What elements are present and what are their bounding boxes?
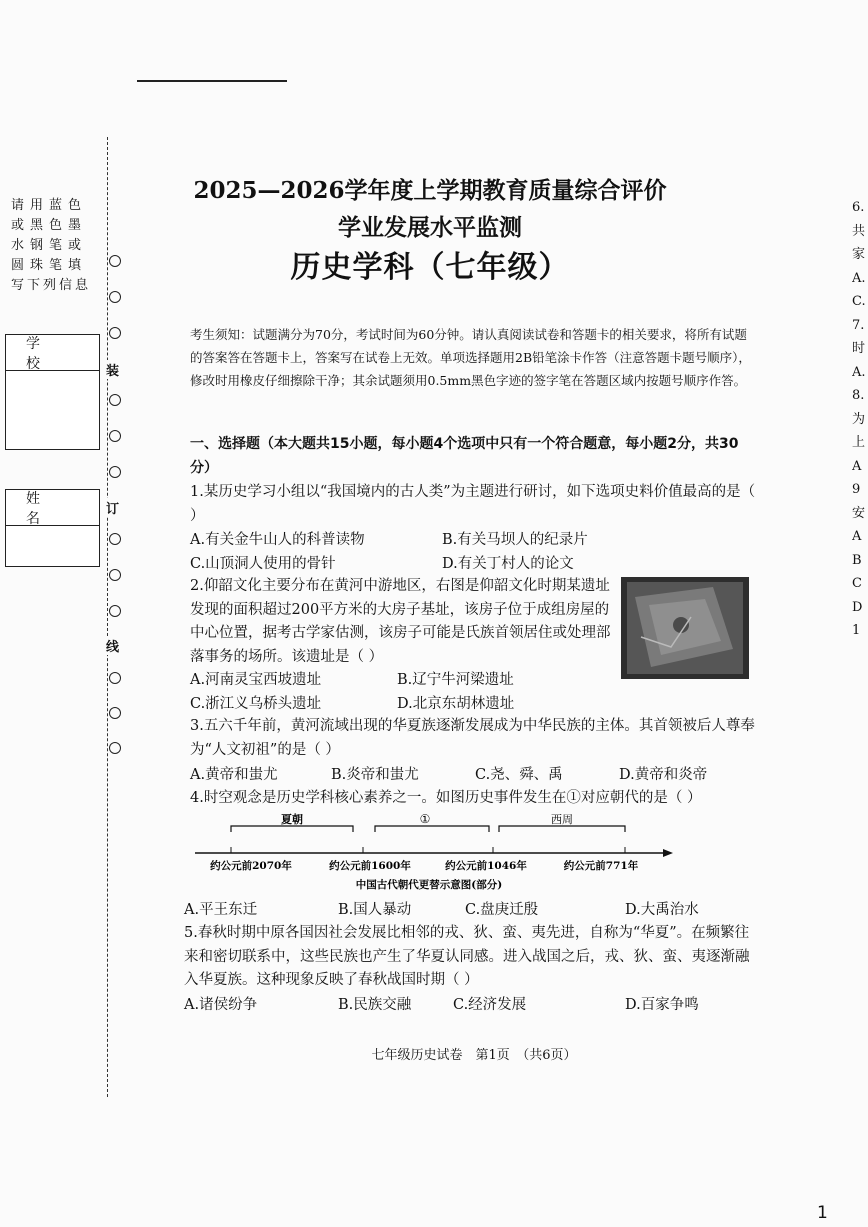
question-options	[190, 763, 707, 784]
name-field[interactable]	[6, 526, 99, 566]
timeline-label: 夏朝	[281, 813, 303, 826]
timeline-date: 约公元前2070年	[210, 860, 292, 872]
option[interactable]: C.山顶洞人使用的骨针	[190, 556, 336, 572]
page-footer: 七年级历史试卷 第1页 （共6页）	[371, 1048, 577, 1063]
name-label: 姓名	[6, 490, 99, 526]
next-page-edge: 6. 共 家 A. C. 7. 时 A. 8. 为 上 A 9 安 A B C D 1	[852, 200, 866, 638]
binding-circle	[109, 742, 121, 754]
timeline-label: 西周	[551, 813, 573, 826]
binding-circle	[109, 533, 121, 545]
option[interactable]: C.经济发展	[453, 997, 527, 1013]
question-options	[190, 528, 588, 549]
school-label: 学校	[6, 335, 99, 371]
binding-circle	[109, 605, 121, 617]
binding-circle	[109, 327, 121, 339]
timeline-date: 约公元前1046年	[445, 860, 527, 872]
binding-char: 装	[106, 360, 119, 379]
question-options	[190, 692, 514, 713]
option[interactable]: D.有关丁村人的论文	[442, 556, 574, 572]
option[interactable]: C.尧、舜、禹	[475, 767, 563, 783]
question-stem: 2.仰韶文化主要分布在黄河中游地区，右图是仰韶文化时期某遗址发现的面积超过200平方米的大房子基址，该房子位于成组房屋的中心位置，据考古学家估测，该房子可能是氏族首领居住或处理部落事务的场所。该遗址是（ ）	[190, 578, 611, 665]
school-box	[5, 334, 100, 450]
option[interactable]: A.有关金牛山人的科普读物	[190, 532, 365, 548]
question-options	[184, 898, 699, 919]
binding-circle	[109, 255, 121, 267]
dynasty-timeline	[193, 812, 673, 892]
binding-circle	[109, 394, 121, 406]
exam-notes: 考生须知：试题满分为70分，考试时间为60分钟。请认真阅读试卷和答题卡的相关要求，将所有试题的答案答在答题卡上，答案写在试卷上无效。单项选择题用2B铅笔涂卡作答（注意答题卡题号顺序），修改时用橡皮仔细擦除干净；其余试题须用0.5mm黑色字迹的签字笔在答题区域内按题号顺序作答。	[190, 327, 751, 388]
exam-title: 2025—2026学年度上学期教育质量综合评价	[193, 177, 667, 204]
subject-title: 历史学科（七年级）	[290, 250, 570, 285]
timeline-caption: 中国古代朝代更替示意图(部分)	[355, 879, 503, 891]
option[interactable]: B.国人暴动	[338, 902, 412, 918]
timeline-date: 约公元前771年	[563, 860, 639, 872]
option[interactable]: A.黄帝和蚩尤	[190, 767, 278, 783]
option[interactable]: D.百家争鸣	[625, 997, 699, 1013]
option[interactable]: B.有关马坝人的纪录片	[442, 532, 588, 548]
binding-circle	[109, 466, 121, 478]
exam-subtitle: 学业发展水平监测	[338, 214, 522, 241]
option[interactable]: D.大禹治水	[625, 902, 699, 918]
instruction-line: 圆珠笔填	[11, 258, 88, 273]
option[interactable]: D.北京东胡林遗址	[397, 696, 515, 712]
name-box	[5, 489, 100, 567]
instruction-line: 写下列信息	[11, 278, 92, 293]
top-rule	[137, 80, 287, 82]
section-heading: 一、选择题（本大题共15小题，每小题4个选项中只有一个符合题意，每小题2分，共30分）	[190, 436, 739, 476]
instruction-line: 水钢笔或	[11, 238, 88, 253]
option[interactable]: A.河南灵宝西坡遗址	[190, 672, 322, 688]
binding-circle	[109, 291, 121, 303]
binding-circle	[109, 672, 121, 684]
binding-circle	[109, 430, 121, 442]
question-options	[184, 993, 699, 1014]
question-options	[190, 668, 514, 689]
question-stem: 3.五六千年前，黄河流域出现的华夏族逐渐发展成为中华民族的主体。其首领被后人尊奉为“人文初祖”的是（ ）	[190, 718, 755, 758]
option[interactable]: D.黄帝和炎帝	[619, 767, 708, 783]
page-number: 1	[817, 1203, 828, 1223]
option[interactable]: A.诸侯纷争	[184, 997, 258, 1013]
question-stem: 5.春秋时期中原各国因社会发展比相邻的戎、狄、蛮、夷先进，自称为“华夏”。在频繁往来和密切联系中，这些民族也产生了华夏认同感。进入战国之后，戎、狄、蛮、夷逐渐融入华夏族。这种现象反映了春秋战国时期（ ）	[184, 925, 750, 988]
school-field[interactable]	[6, 371, 99, 449]
option[interactable]: B.民族交融	[338, 997, 412, 1013]
binding-char: 订	[106, 498, 119, 517]
binding-circle	[109, 569, 121, 581]
timeline-label: ①	[419, 812, 431, 826]
instruction-line: 或黑色墨	[11, 218, 88, 233]
option[interactable]: A.平王东迁	[184, 902, 258, 918]
option[interactable]: B.炎帝和蚩尤	[331, 767, 419, 783]
binding-circle	[109, 707, 121, 719]
question-options	[190, 552, 574, 573]
question-stem: 4.时空观念是历史学科核心素养之一。如图历史事件发生在①对应朝代的是（ ）	[190, 790, 702, 806]
question-stem: 1.某历史学习小组以“我国境内的古人类”为主题进行研讨，如下选项史料价值最高的是（ ）	[190, 484, 756, 524]
option[interactable]: C.盘庚迁殷	[465, 902, 539, 918]
site-photo	[621, 577, 749, 679]
option[interactable]: B.辽宁牛河梁遗址	[397, 672, 514, 688]
timeline-date: 约公元前1600年	[329, 860, 411, 872]
binding-line	[107, 137, 108, 1097]
option[interactable]: C.浙江义乌桥头遗址	[190, 696, 322, 712]
side-instruction	[11, 196, 103, 296]
instruction-line: 请用蓝色	[11, 198, 88, 213]
binding-char: 线	[106, 636, 119, 655]
